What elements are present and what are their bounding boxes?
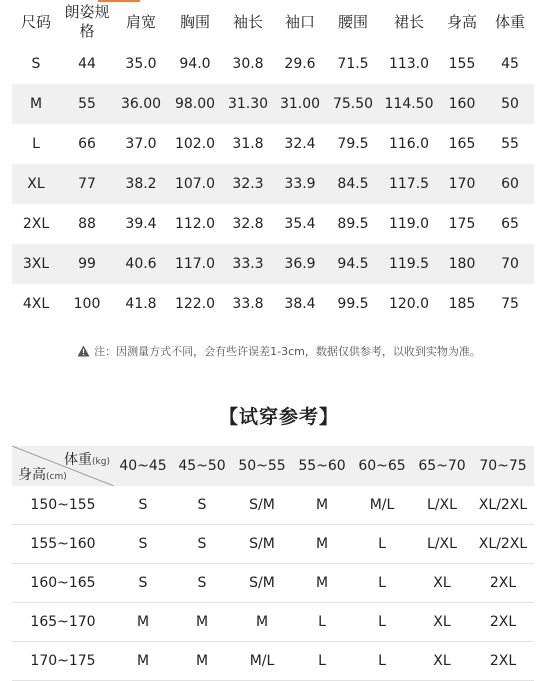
size-chart-cell: 94.0	[179, 56, 211, 72]
recommended-size-cell: S	[114, 564, 172, 603]
size-chart-cell: 107.0	[168, 164, 222, 204]
weight-column-header: 55~60	[292, 446, 352, 486]
try-on-title: 【试穿参考】	[218, 406, 339, 428]
size-chart-header-cell: 裙长	[393, 12, 424, 31]
weight-column-header: 60~65	[352, 446, 412, 486]
size-chart-cell: 99	[60, 244, 114, 284]
try-on-table	[12, 446, 534, 681]
size-chart-header-cell: 朗姿规格	[64, 3, 110, 40]
size-chart-row	[12, 44, 534, 84]
size-chart-row	[12, 204, 534, 244]
size-chart-header-cell: 身高	[446, 12, 477, 31]
recommended-size-cell: L	[352, 525, 412, 564]
recommended-size-cell: L	[292, 642, 352, 681]
recommended-size-cell: 2XL	[472, 642, 534, 681]
try-on-body	[12, 486, 534, 681]
height-label: 身高	[18, 467, 46, 483]
size-chart-header-row	[12, 0, 534, 44]
size-chart-cell: M	[12, 84, 60, 124]
recommended-size-cell: L/XL	[412, 486, 472, 525]
recommended-size-cell: L	[352, 564, 412, 603]
height-range-cell: 155~160	[12, 525, 114, 564]
measurement-note	[0, 344, 558, 360]
recommended-size-cell: M	[232, 603, 292, 642]
height-range-cell: 150~155	[12, 486, 114, 525]
size-chart-cell: 36.9	[274, 244, 326, 284]
recommended-size-cell: M	[114, 642, 172, 681]
measurement-note-text: 注：因测量方式不同，会有些许误差1-3cm，数据仅供参考，以收到实物为准。	[94, 345, 481, 358]
recommended-size-cell: XL	[412, 564, 472, 603]
size-chart-cell: 32.3	[222, 164, 274, 204]
try-on-header-row	[12, 446, 534, 486]
size-chart-cell: 180	[438, 244, 486, 284]
size-chart-cell: 102.0	[174, 136, 216, 152]
size-chart-header-cell: 尺码	[20, 12, 51, 31]
size-chart-cell: 55	[501, 136, 519, 152]
size-chart-cell: 31.00	[274, 84, 326, 124]
size-chart-cell: 60	[486, 164, 534, 204]
size-chart-cell: 41.8	[125, 296, 157, 312]
size-chart-cell: 98.00	[168, 84, 222, 124]
size-chart-cell: 33.8	[232, 296, 264, 312]
size-chart-cell: 38.2	[114, 164, 168, 204]
size-chart-cell: 165	[448, 136, 476, 152]
size-chart-cell: 29.6	[284, 56, 316, 72]
recommended-size-cell: L	[292, 603, 352, 642]
size-chart-row	[12, 124, 534, 164]
size-chart-cell: 3XL	[12, 244, 60, 284]
size-chart-cell: 32.4	[284, 136, 316, 152]
size-chart-cell: 170	[438, 164, 486, 204]
size-chart-table	[12, 0, 534, 324]
height-range-cell: 170~175	[12, 642, 114, 681]
size-chart-cell: 120.0	[388, 296, 430, 312]
size-chart-header-cell: 体重	[494, 12, 525, 31]
size-chart-cell: 185	[448, 296, 476, 312]
size-chart-cell: 50	[486, 84, 534, 124]
weight-column-header: 45~50	[172, 446, 232, 486]
size-chart-cell: 116.0	[388, 136, 430, 152]
try-on-row	[12, 525, 534, 564]
size-chart-cell: 32.8	[232, 216, 264, 232]
size-chart-cell: 122.0	[174, 296, 216, 312]
size-chart-cell: 30.8	[232, 56, 264, 72]
recommended-size-cell: S	[172, 486, 232, 525]
size-chart-cell: 2XL	[22, 216, 50, 232]
weight-column-header: 65~70	[412, 446, 472, 486]
size-chart-cell: 114.50	[380, 84, 438, 124]
try-on-row	[12, 486, 534, 525]
recommended-size-cell: S/M	[232, 564, 292, 603]
size-chart-header-cell: 胸围	[179, 12, 210, 31]
recommended-size-cell: XL	[412, 642, 472, 681]
size-chart-cell: 37.0	[125, 136, 157, 152]
size-chart-cell: 100	[73, 296, 101, 312]
size-chart-cell: 31.30	[222, 84, 274, 124]
size-chart-row	[12, 164, 534, 204]
weight-column-header: 40~45	[114, 446, 172, 486]
recommended-size-cell: S/M	[232, 525, 292, 564]
try-on-row	[12, 603, 534, 642]
size-chart-cell: 33.9	[274, 164, 326, 204]
try-on-corner-cell	[12, 446, 114, 486]
warning-icon	[77, 345, 90, 357]
size-chart-cell: 36.00	[114, 84, 168, 124]
size-chart-cell: 112.0	[174, 216, 216, 232]
size-chart-cell: 66	[78, 136, 96, 152]
size-chart-cell: 88	[78, 216, 96, 232]
recommended-size-cell: M/L	[352, 486, 412, 525]
size-chart-cell: 77	[60, 164, 114, 204]
size-chart-cell: 45	[501, 56, 519, 72]
weight-column-header: 70~75	[472, 446, 534, 486]
size-chart-cell: 119.5	[380, 244, 438, 284]
size-chart-header-cell: 袖口	[284, 12, 315, 31]
weight-column-header: 50~55	[232, 446, 292, 486]
recommended-size-cell: M	[114, 603, 172, 642]
weight-label: 体重	[64, 452, 93, 468]
size-chart-cell: 75.50	[326, 84, 380, 124]
try-on-row	[12, 564, 534, 603]
recommended-size-cell: S	[172, 564, 232, 603]
recommended-size-cell: M	[172, 603, 232, 642]
recommended-size-cell: S	[114, 525, 172, 564]
recommended-size-cell: M	[292, 564, 352, 603]
size-chart-row	[12, 84, 534, 124]
size-chart-cell: 175	[448, 216, 476, 232]
size-chart-cell: XL	[12, 164, 60, 204]
height-range-cell: 165~170	[12, 603, 114, 642]
size-chart-cell: 113.0	[388, 56, 430, 72]
recommended-size-cell: M	[172, 642, 232, 681]
size-chart-cell: 160	[438, 84, 486, 124]
size-chart-cell: 38.4	[284, 296, 316, 312]
size-chart-cell: 40.6	[114, 244, 168, 284]
size-chart-cell: 89.5	[337, 216, 369, 232]
size-chart-header-cell: 肩宽	[125, 12, 156, 31]
size-chart-cell: 70	[486, 244, 534, 284]
weight-unit: (kg)	[92, 457, 110, 467]
recommended-size-cell: XL	[412, 603, 472, 642]
size-chart-cell: 84.5	[326, 164, 380, 204]
height-unit: (cm)	[46, 472, 67, 482]
recommended-size-cell: L	[352, 642, 412, 681]
try-on-row	[12, 642, 534, 681]
size-chart-cell: 117.0	[168, 244, 222, 284]
recommended-size-cell: M	[292, 525, 352, 564]
recommended-size-cell: S	[172, 525, 232, 564]
size-chart-cell: 155	[448, 56, 476, 72]
height-axis-label	[18, 464, 67, 484]
size-chart-cell: 33.3	[222, 244, 274, 284]
recommended-size-cell: M/L	[232, 642, 292, 681]
size-chart-cell: S	[31, 56, 41, 72]
recommended-size-cell: S/M	[232, 486, 292, 525]
size-chart-header-cell: 袖长	[232, 12, 263, 31]
height-range-cell: 160~165	[12, 564, 114, 603]
size-chart-cell: 99.5	[337, 296, 369, 312]
recommended-size-cell: L/XL	[412, 525, 472, 564]
size-chart-cell: 39.4	[125, 216, 157, 232]
size-chart-cell: 35.4	[284, 216, 316, 232]
size-chart-cell: 119.0	[388, 216, 430, 232]
size-chart-cell: 44	[78, 56, 96, 72]
size-chart-cell: L	[32, 136, 40, 152]
recommended-size-cell: 2XL	[472, 603, 534, 642]
weight-axis-label	[64, 449, 110, 469]
size-chart-cell: 35.0	[125, 56, 157, 72]
size-chart-header-cell: 腰围	[337, 12, 368, 31]
recommended-size-cell: M	[292, 486, 352, 525]
size-chart-cell: 55	[60, 84, 114, 124]
size-chart-cell: 65	[501, 216, 519, 232]
recommended-size-cell: 2XL	[472, 564, 534, 603]
size-chart-cell: 31.8	[232, 136, 264, 152]
size-chart-cell: 79.5	[337, 136, 369, 152]
size-chart-row	[12, 244, 534, 284]
size-chart-row	[12, 284, 534, 324]
size-chart-cell: 75	[501, 296, 519, 312]
size-chart-cell: 4XL	[22, 296, 50, 312]
size-chart-cell: 94.5	[326, 244, 380, 284]
recommended-size-cell: XL/2XL	[472, 486, 534, 525]
size-chart-cell: 71.5	[337, 56, 369, 72]
size-chart-cell: 117.5	[380, 164, 438, 204]
size-chart-body	[12, 44, 534, 324]
recommended-size-cell: XL/2XL	[472, 525, 534, 564]
recommended-size-cell: L	[352, 603, 412, 642]
recommended-size-cell: S	[114, 486, 172, 525]
